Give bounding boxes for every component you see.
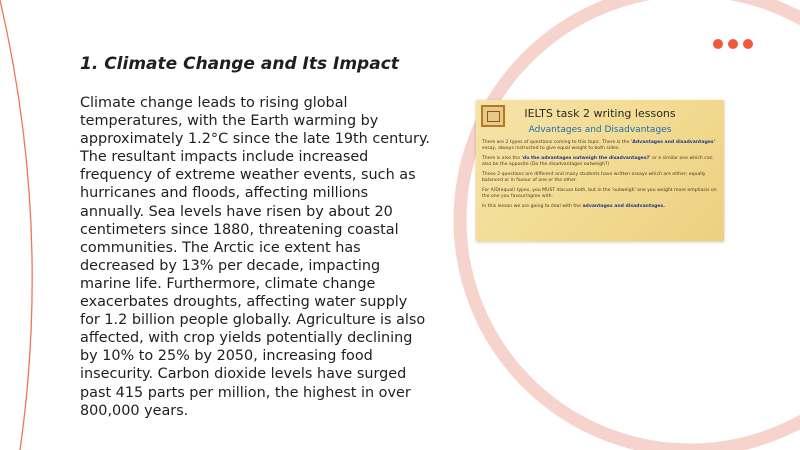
lesson-paragraph: There are 2 types of questions coming to this topic. There is the 'Advantages and disadvantages' essay, always instructed to give equal weight to both sides. bbox=[482, 140, 715, 151]
dot bbox=[743, 39, 753, 49]
lesson-paragraphs bbox=[482, 140, 720, 214]
lesson-paragraph: There is also the 'do the advantages outweigh the disadvantages?' or a similar one which can also be the opposite (Do the disadvantages outweigh?) bbox=[482, 156, 713, 167]
three-dots-icon bbox=[713, 39, 753, 49]
lesson-paragraph: These 2 questions are different and many students have written essays which are either; equally balanced or in favour of one or the other. bbox=[482, 172, 706, 183]
body-paragraph: Climate change leads to rising global temperatures, with the Earth warming by approximately 1.2°C since the late 19th century. The resultant impacts include increased frequency of extreme weather events, such as hurricanes and floods, affecting millions annually. Sea levels have risen by about 20 centimeters since 1880, threatening coastal communities. The Arctic ice extent has decreased by 13% per decade, impacting marine life. Furthermore, climate change exacerbates droughts, affecting water supply for 1.2 billion people globally. Agriculture is also affected, with crop yields potentially declining by 10% to 25% by 2050, increasing food insecurity. Carbon dioxide levels have surged past 415 parts per million, the highest in over 800,000 years. bbox=[80, 95, 430, 419]
slide-title: 1. Climate Change and Its Impact bbox=[80, 54, 399, 74]
lesson-paragraph: In this lesson we are going to deal with the advantages and disadvantages. bbox=[482, 204, 666, 209]
lesson-subtitle: Advantages and Disadvantages bbox=[528, 125, 672, 135]
left-arc bbox=[0, 0, 32, 450]
dot bbox=[728, 39, 738, 49]
lesson-image bbox=[476, 100, 724, 241]
lesson-title: IELTS task 2 writing lessons bbox=[524, 107, 676, 120]
dot bbox=[713, 39, 723, 49]
lesson-paragraph: For A/D(equal) types, you MUST discuss both, but in the 'outweigh' one you weight more emphasis on the one you favour/agree with. bbox=[482, 188, 717, 199]
